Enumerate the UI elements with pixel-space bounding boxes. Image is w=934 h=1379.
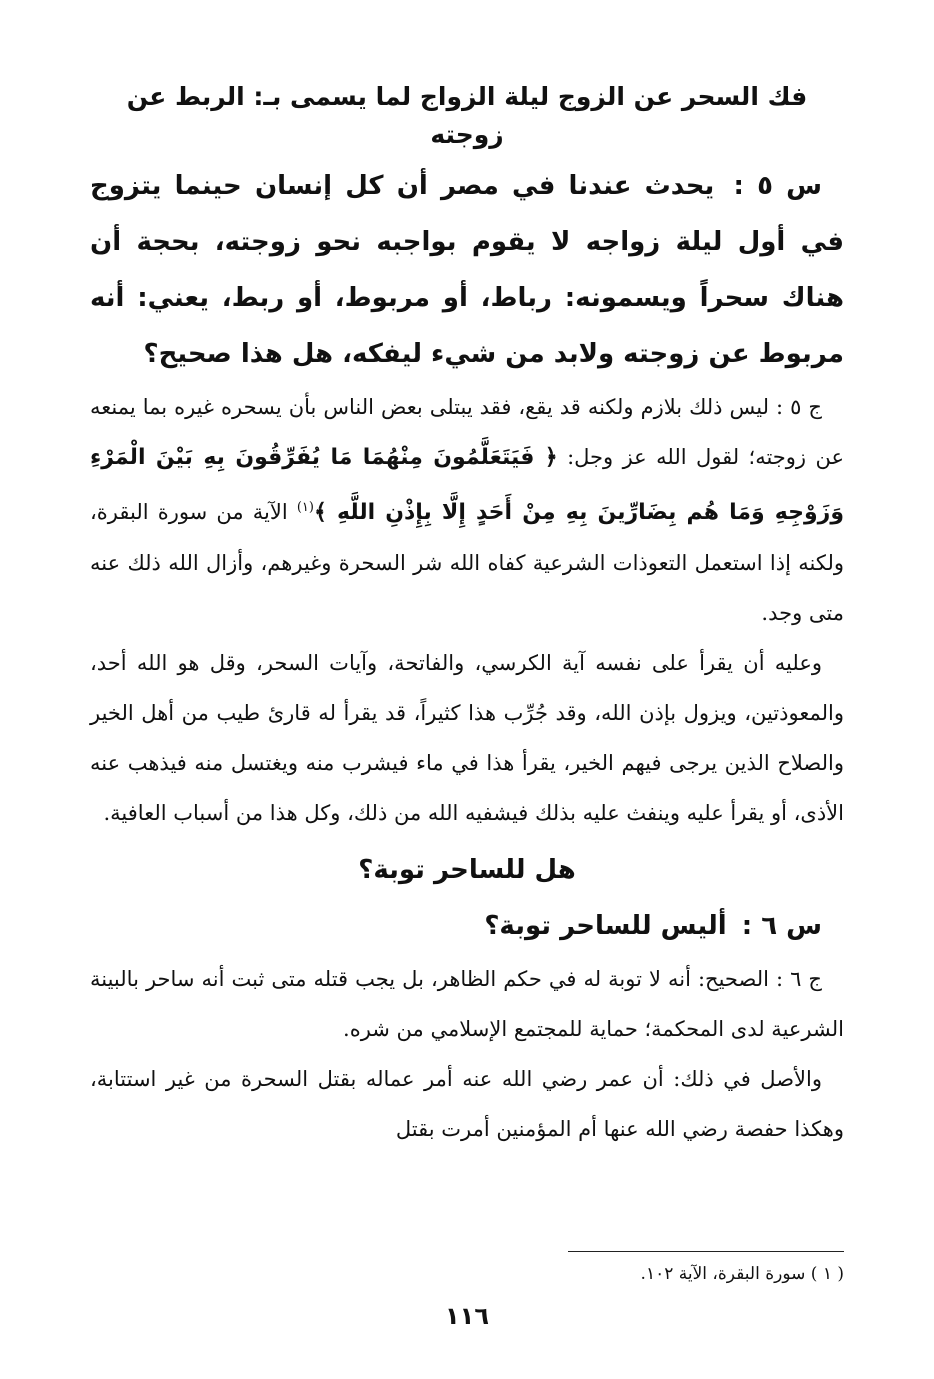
chapter-heading: فك السحر عن الزوج ليلة الزواج لما يسمى بـ: الربط عن زوجته <box>126 82 808 149</box>
section-title: هل للساحر توبة؟ <box>358 855 576 885</box>
answer-6 <box>90 954 844 1054</box>
question-6 <box>90 898 844 954</box>
question-5-label: س ٥ : <box>733 171 823 201</box>
question-5 <box>90 158 844 382</box>
answer-5-text-after: الآية من سورة البقرة، ولكنه إذا استعمل التعوذات الشرعية كفاه الله شر السحرة وغيرهم، وأزال الله ذلك عنه متى وجد. <box>90 500 844 625</box>
answer-5 <box>90 382 844 638</box>
quran-verse: ﴿ فَيَتَعَلَّمُونَ مِنْهُمَا مَا يُفَرِّقُونَ بِهِ بَيْنَ الْمَرْءِ وَزَوْجِهِ وَمَا هُم بِضَارِّينَ بِهِ مِنْ أَحَدٍ إِلَّا بِإِذْنِ اللَّهِ ﴾ <box>90 445 844 525</box>
page-body <box>90 78 844 1154</box>
footnote-divider <box>568 1251 844 1252</box>
answer-6-paragraph-2: والأصل في ذلك: أن عمر رضي الله عنه أمر عماله بقتل السحرة من غير استتابة، وهكذا حفصة رضي الله عنها أم المؤمنين أمرت بقتل <box>90 1067 844 1141</box>
page-number: ١١٦ <box>445 1302 489 1330</box>
answer-5-label: ج ٥ : <box>776 395 822 419</box>
answer-5-text-before: ليس ذلك بلازم ولكنه قد يقع، فقد يبتلى بعض الناس بأن يسحره غيره بما يمنعه عن زوجته؛ لقول الله عز وجل: <box>90 395 844 469</box>
footnote-ref: (١) <box>296 500 314 515</box>
footnote: ( ١ ) سورة البقرة، الآية ١٠٢. <box>640 1264 844 1284</box>
answer-6-text: الصحيح: أنه لا توبة له في حكم الظاهر، بل يجب قتله متى ثبت أنه ساحر بالبينة الشرعية لدى المحكمة؛ حماية للمجتمع الإسلامي من شره. <box>90 967 844 1041</box>
question-5-text: يحدث عندنا في مصر أن كل إنسان حينما يتزوج في أول ليلة زواجه لا يقوم بواجبه نحو زوجته، بحجة أن هناك سحراً ويسمونه: رباط، أو مربوط، أو ربط، يعني: أنه مربوط عن زوجته ولابد من شيء ليفكه، هل هذا صحيح؟ <box>90 171 844 369</box>
question-6-text: أليس للساحر توبة؟ <box>484 911 727 941</box>
answer-6-label: ج ٦ : <box>775 967 822 991</box>
question-6-label: س ٦ : <box>741 911 822 941</box>
answer-5-paragraph-2: وعليه أن يقرأ على نفسه آية الكرسي، والفاتحة، وآيات السحر، وقل هو الله أحد، والمعوذتين، ويزول بإذن الله، وقد جُرِّب هذا كثيراً، قد يقرأ له قارئ طيب من أهل الخير والصلاح الذين يرجى فيهم الخير، يقرأ هذا في ماء فيشرب منه ويغتسل منه فيذهب عنه الأذى، أو يقرأ عليه وينفث عليه بذلك فيشفيه الله من ذلك، وكل هذا من أسباب العافية. <box>90 651 844 825</box>
